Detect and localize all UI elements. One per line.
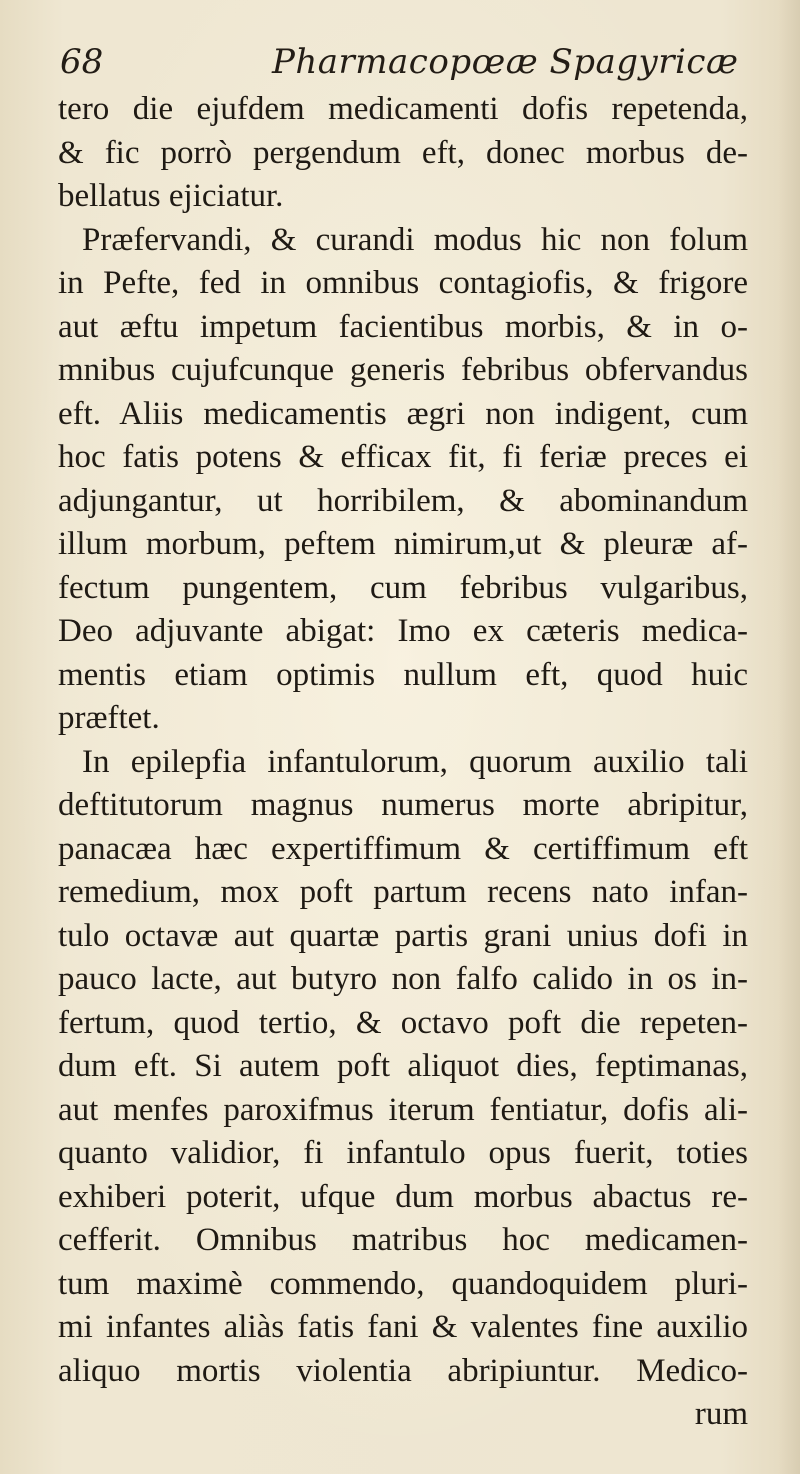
- text-line: eft. Aliis medicamentis ægri non indigent, cum: [58, 395, 748, 432]
- text-line: quanto validior, fi infantulo opus fuerit, toties: [58, 1135, 748, 1171]
- text-line: exhiberi poterit, ufque dum morbus abactus re-: [58, 1178, 748, 1215]
- running-head: [60, 40, 740, 92]
- text-line: fertum, quod tertio, & octavo poft die repeten-: [58, 1004, 748, 1041]
- text-line: tero die ejufdem medicamenti dofis repetenda,: [58, 91, 748, 127]
- text-line: pauco lacte, aut butyro non falfo calido in os in-: [58, 961, 748, 997]
- text-line: tum maximè commendo, quandoquidem pluri-: [58, 1265, 748, 1302]
- running-title: Pharmacopœæ Spagyricæ: [272, 42, 739, 82]
- text-line: remedium, mox poft partum recens nato infan-: [58, 874, 748, 910]
- text-line: in Pefte, fed in omnibus contagiofis, & frigore: [58, 265, 748, 301]
- page-number: 68: [60, 42, 104, 82]
- text-line: præftet.: [58, 700, 160, 736]
- text-line: tulo octavæ aut quartæ partis grani unius dofi in: [58, 917, 748, 954]
- paragraph-start-line: In epilepfia infantulorum, quorum auxilio tali: [82, 743, 748, 780]
- text-line: mnibus cujufcunque generis febribus obfervandus: [58, 352, 748, 388]
- text-line: fectum pungentem, cum febribus vulgaribus,: [58, 569, 748, 606]
- text-line: aut menfes paroxifmus iterum fentiatur, dofis ali-: [58, 1091, 748, 1128]
- text-line: dum eft. Si autem poft aliquot dies, feptimanas,: [58, 1048, 748, 1084]
- text-line: mentis etiam optimis nullum eft, quod huic: [58, 656, 748, 693]
- text-line: cefferit. Omnibus matribus hoc medicamen-: [58, 1222, 748, 1258]
- text-line: aliquo mortis violentia abripiuntur. Medico-: [58, 1352, 748, 1389]
- text-line: mi infantes aliàs fatis fani & valentes fine auxilio: [58, 1309, 748, 1345]
- text-line: panacæa hæc expertiffimum & certiffimum eft: [58, 830, 748, 867]
- text-line: adjungantur, ut horribilem, & abominandum: [58, 482, 748, 519]
- text-line: deftitutorum magnus numerus morte abripitur,: [58, 787, 748, 823]
- paragraph-start-line: Præfervandi, & curandi modus hic non folum: [82, 221, 748, 258]
- body-text: [58, 88, 748, 1437]
- catchword: rum: [694, 1396, 748, 1432]
- text-line: & fic porrò pergendum eft, donec morbus de-: [58, 134, 748, 171]
- text-line: Deo adjuvante abigat: Imo ex cæteris medica-: [58, 613, 748, 649]
- text-line: bellatus ejiciatur.: [58, 178, 284, 214]
- text-line: aut æftu impetum facientibus morbis, & in o-: [58, 308, 748, 345]
- text-line: hoc fatis potens & efficax fit, fi feriæ preces ei: [58, 439, 748, 475]
- text-line: illum morbum, peftem nimirum,ut & pleuræ af-: [58, 526, 748, 562]
- page-edge-shadow: [778, 0, 800, 1474]
